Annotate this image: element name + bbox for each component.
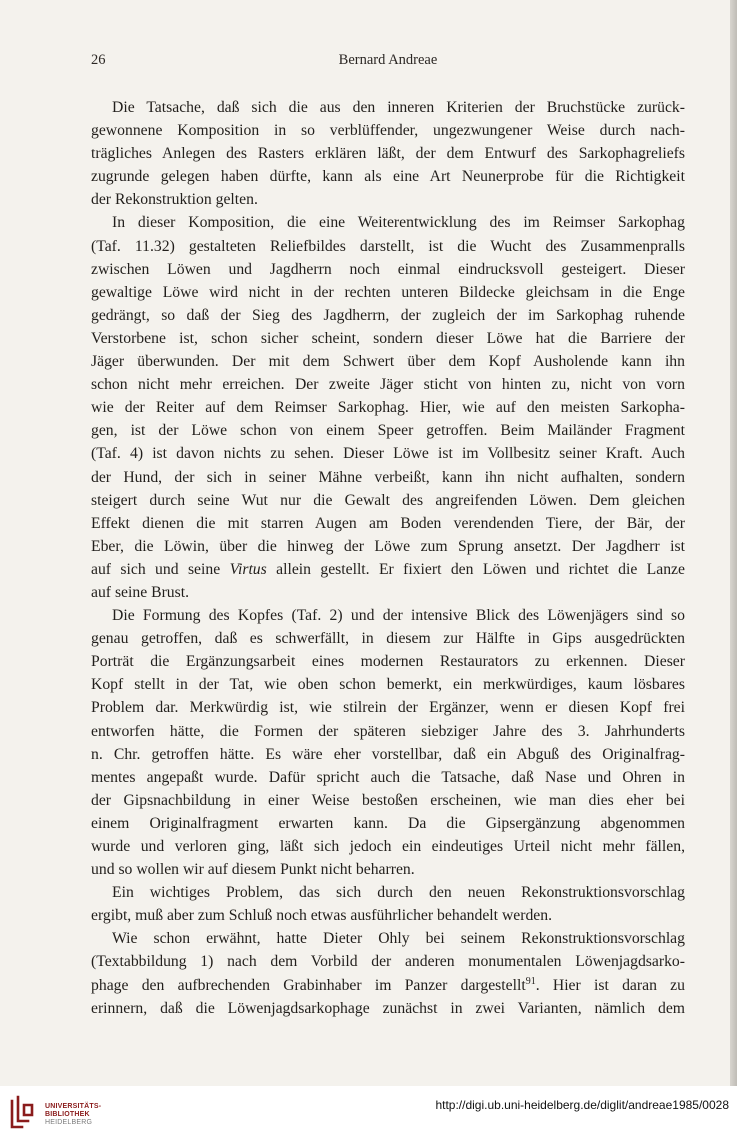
text-fragment: . Hier ist daran zu (535, 976, 685, 994)
text-fragment: allein gestellt. Er fixiert den Löwen und richtet die Lanze (266, 560, 685, 578)
viewer-footer (0, 1086, 737, 1144)
text-fragment: auf sich und seine (91, 560, 221, 578)
text-line: trägliches Anlegen des Rasters erklären läßt, der dem Entwurf des Sarkophagreliefs (91, 145, 685, 163)
library-name-line: HEIDELBERG (45, 1119, 93, 1126)
text-line: genau getroffen, daß es schwerfällt, in diesem zur Hälfte in Gips ausgedrückten (91, 630, 685, 648)
library-logo-icon[interactable] (8, 1093, 38, 1133)
text-line: gewaltige Löwe wird nicht in der rechten unteren Bildecke gleichsam in die Enge (91, 283, 685, 301)
text-line: der Rekonstruktion gelten. (91, 191, 258, 209)
text-line: (Taf. 4) ist davon nichts zu sehen. Dieser Löwe ist im Vollbesitz seiner Kraft. Auch (91, 445, 685, 463)
text-line: n. Chr. getroffen hätte. Es wäre eher vorstellbar, daß ein Abguß des Originalfrag- (91, 745, 685, 763)
text-line: gewonnene Komposition in so verblüffender, ungezwungener Weise durch nach- (91, 122, 685, 140)
text-line: der Gipsnachbildung in einer Weise bestoßen erscheinen, wie man dies eher bei (91, 791, 685, 809)
text-line: (Textabbildung 1) nach dem Vorbild der anderen monumentalen Löwenjagdsarko- (91, 953, 685, 971)
running-head: Bernard Andreae (338, 52, 438, 68)
text-line: Kopf stellt in der Tat, wie oben schon bemerkt, ein merkwürdiges, kaum lösbares (91, 676, 685, 694)
text-line: einem Originalfragment erwarten kann. Da die Gipsergänzung abgenommen (91, 814, 685, 832)
text-line: Problem dar. Merkwürdig ist, wie stilrein der Ergänzer, wenn er diesen Kopf frei (91, 699, 685, 717)
text-line: und so wollen wir auf diesem Punkt nicht beharren. (91, 861, 415, 879)
text-line: wie der Reiter auf dem Reimser Sarkophag. Hier, wie auf den meisten Sarkopha- (91, 399, 685, 417)
text-line: Die Formung des Kopfes (Taf. 2) und der intensive Blick des Löwenjägers sind so (112, 607, 685, 625)
footnote-reference[interactable]: 91 (525, 975, 536, 987)
text-line: gen, ist der Löwe schon von einem Speer getroffen. Beim Mailänder Fragment (91, 422, 685, 440)
text-line: mentes angepaßt wurde. Dafür spricht auch die Tatsache, daß Nase und Ohren in (91, 768, 685, 786)
page-header (91, 52, 685, 72)
text-line: Wie schon erwähnt, hatte Dieter Ohly bei seinem Rekonstruktionsvorschlag (112, 930, 685, 948)
body-text (91, 96, 685, 1020)
text-line: In dieser Komposition, die eine Weiterentwicklung des im Reimser Sarkophag (112, 214, 685, 232)
library-name-line: BIBLIOTHEK (45, 1111, 90, 1118)
text-line: entworfen hätte, die Formen der späteren siebziger Jahre des 3. Jahrhunderts (91, 722, 685, 740)
text-line-with-footnote (91, 974, 685, 997)
text-line: wurde und verloren ging, läßt sich jedoch ein eindeutiges Urteil nicht mehr fällen, (91, 838, 685, 855)
text-line: zwischen Löwen und Jagdherrn noch einmal eindrucksvoll gesteigert. Dieser (91, 260, 685, 278)
text-line: auf seine Brust. (91, 583, 190, 601)
text-line: zugrunde gelegen haben dürfte, kann als eine Art Neunerprobe für die Richtigkeit (91, 168, 685, 186)
text-line: (Taf. 11.32) gestalteten Reliefbildes darstellt, ist die Wucht des Zusammenpralls (91, 237, 685, 255)
text-line: der Hund, der sich in seiner Mähne verbeißt, kann ihn nicht aufhalten, sondern (91, 468, 685, 486)
page-number: 26 (91, 52, 106, 68)
library-name (45, 1103, 101, 1127)
library-name-line: UNIVERSITÄTS- (45, 1103, 102, 1110)
italic-word: Virtus (229, 560, 267, 578)
text-line: ergibt, muß aber zum Schluß noch etwas ausführlicher behandelt werden. (91, 907, 553, 925)
text-line-with-italic (91, 558, 685, 581)
text-line: gedrängt, so daß der Sieg des Jagdherrn, der zugleich der im Sarkophag ruhende (91, 306, 685, 324)
text-line: Ein wichtiges Problem, das sich durch den neuen Rekonstruktionsvorschlag (112, 884, 685, 902)
text-line: erinnern, daß die Löwenjagdsarkophage zunächst in zwei Varianten, nämlich dem (91, 999, 685, 1017)
text-line: Jäger überwunden. Der mit dem Schwert über dem Kopf Ausholende kann ihn (91, 353, 685, 371)
page-edge (730, 0, 737, 1086)
text-line: Verstorbene ist, schon sicher scheint, sondern dieser Löwe hat die Barriere der (91, 329, 685, 347)
text-line: steigert durch seine Wut nur die Gewalt des angreifenden Löwen. Dem gleichen (91, 491, 685, 509)
text-fragment: phage den aufbrechenden Grabinhaber im Panzer dargestellt (91, 976, 526, 994)
text-line: Eber, die Löwin, über die hinweg der Löwe zum Sprung ansetzt. Der Jagdherr ist (91, 537, 685, 555)
text-line: Effekt dienen die mit starren Augen am Boden verendenden Tiere, der Bär, der (91, 514, 685, 532)
text-line: Porträt die Ergänzungsarbeit eines modernen Restaurators zu erkennen. Dieser (91, 653, 685, 671)
page-url-link[interactable]: http://digi.ub.uni-heidelberg.de/diglit/andreae1985/0028 (435, 1098, 729, 1112)
text-line: Die Tatsache, daß sich die aus den inneren Kriterien der Bruchstücke zurück- (112, 99, 685, 116)
text-line: schon nicht mehr erreichen. Der zweite Jäger sticht von hinten zu, nicht von vorn (91, 376, 685, 394)
